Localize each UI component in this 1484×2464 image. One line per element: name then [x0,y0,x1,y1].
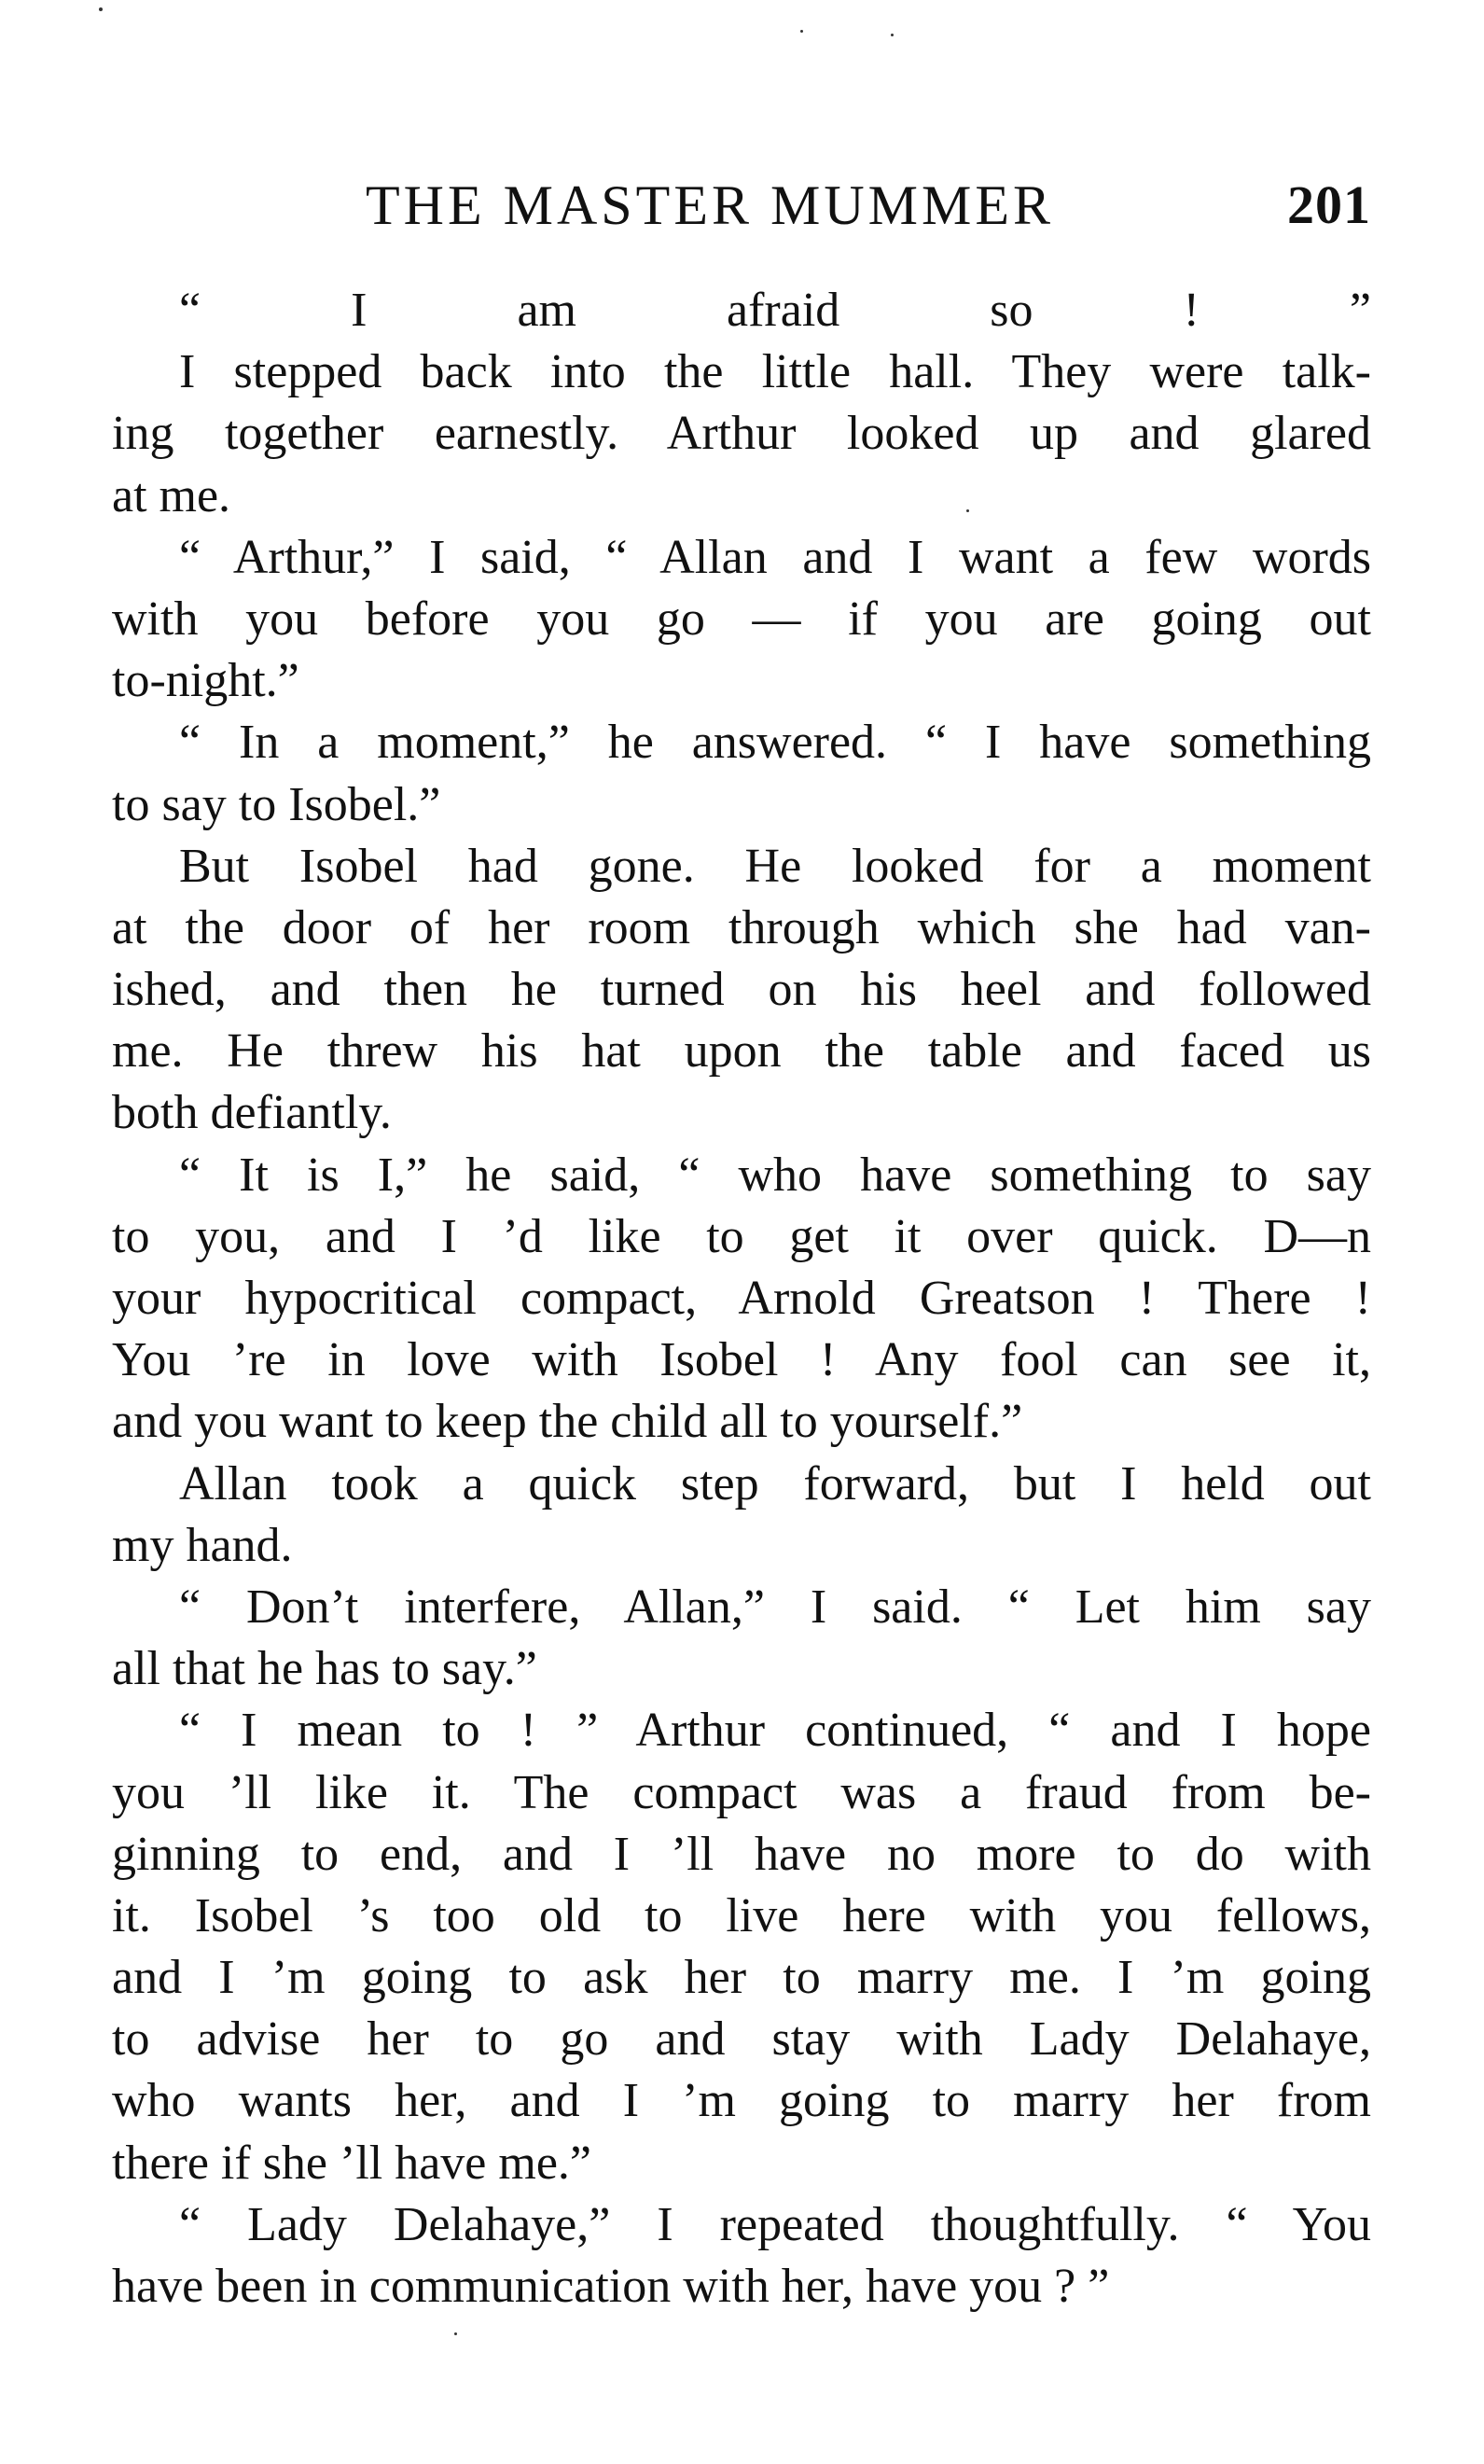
print-speck [99,7,103,11]
text-line: to advise her to go and stay with Lady Delahaye, [112,2012,1371,2067]
text-line: “ Lady Delahaye,” I repeated thoughtfully. “ You [179,2197,1371,2251]
text-line: ished, and then he turned on his heel and followed [112,963,1371,1017]
text-line: and you want to keep the child all to yourself.” [112,1395,1023,1449]
body-text [112,280,1371,2318]
print-speck [454,2332,457,2335]
text-line: and I ’m going to ask her to marry me. I ’m going [112,1951,1371,2005]
running-head [112,173,1371,238]
text-line: “ I am afraid so ! ” [179,284,1371,337]
text-line: to you, and I ’d like to get it over quick. D—n [112,1209,1371,1263]
text-line: with you before you go — if you are going out [112,592,1371,646]
text-line: to say to Isobel.” [112,777,441,831]
text-line: “ In a moment,” he answered. “ I have something [179,716,1371,770]
page-number: 201 [1287,174,1371,235]
text-line: I stepped back into the little hall. They were talk- [179,345,1371,399]
text-line: all that he has to say.” [112,1642,537,1696]
text-line: at the door of her room through which she had van- [112,900,1371,954]
text-line: there if she ’ll have me.” [112,2136,591,2190]
text-line: have been in communication with her, have you ? ” [112,2260,1110,2313]
text-line: me. He threw his hat upon the table and faced us [112,1024,1371,1079]
text-line: Allan took a quick step forward, but I held out [179,1456,1371,1510]
text-line: “ Arthur,” I said, “ Allan and I want a few words [179,530,1371,584]
text-line: your hypocritical compact, Arnold Greatson ! There ! [112,1272,1371,1325]
text-line: who wants her, and I ’m going to marry her from [112,2074,1371,2128]
text-line: You ’re in love with Isobel ! Any fool can see it, [112,1333,1371,1387]
text-line: it. Isobel ’s too old to live here with you fellows, [112,1888,1371,1942]
print-speck [966,509,969,512]
text-line: ginning to end, and I ’ll have no more to do with [112,1827,1371,1881]
text-line: my hand. [112,1518,293,1572]
text-line: you ’ll like it. The compact was a fraud from be- [112,1765,1371,1819]
text-line: ing together earnestly. Arthur looked up and glared [112,407,1371,461]
text-line: “ It is I,” he said, “ who have something to say [179,1148,1371,1202]
text-line: “ I mean to ! ” Arthur continued, “ and I hope [179,1704,1371,1758]
running-title: THE MASTER MUMMER [366,174,1055,236]
print-speck [800,30,803,33]
text-line: to-night.” [112,654,299,708]
text-line: But Isobel had gone. He looked for a moment [179,839,1371,893]
print-speck [891,34,894,36]
text-line: at me. [112,468,231,522]
text-line: both defiantly. [112,1086,392,1140]
text-line: “ Don’t interfere, Allan,” I said. “ Let him say [179,1580,1371,1634]
